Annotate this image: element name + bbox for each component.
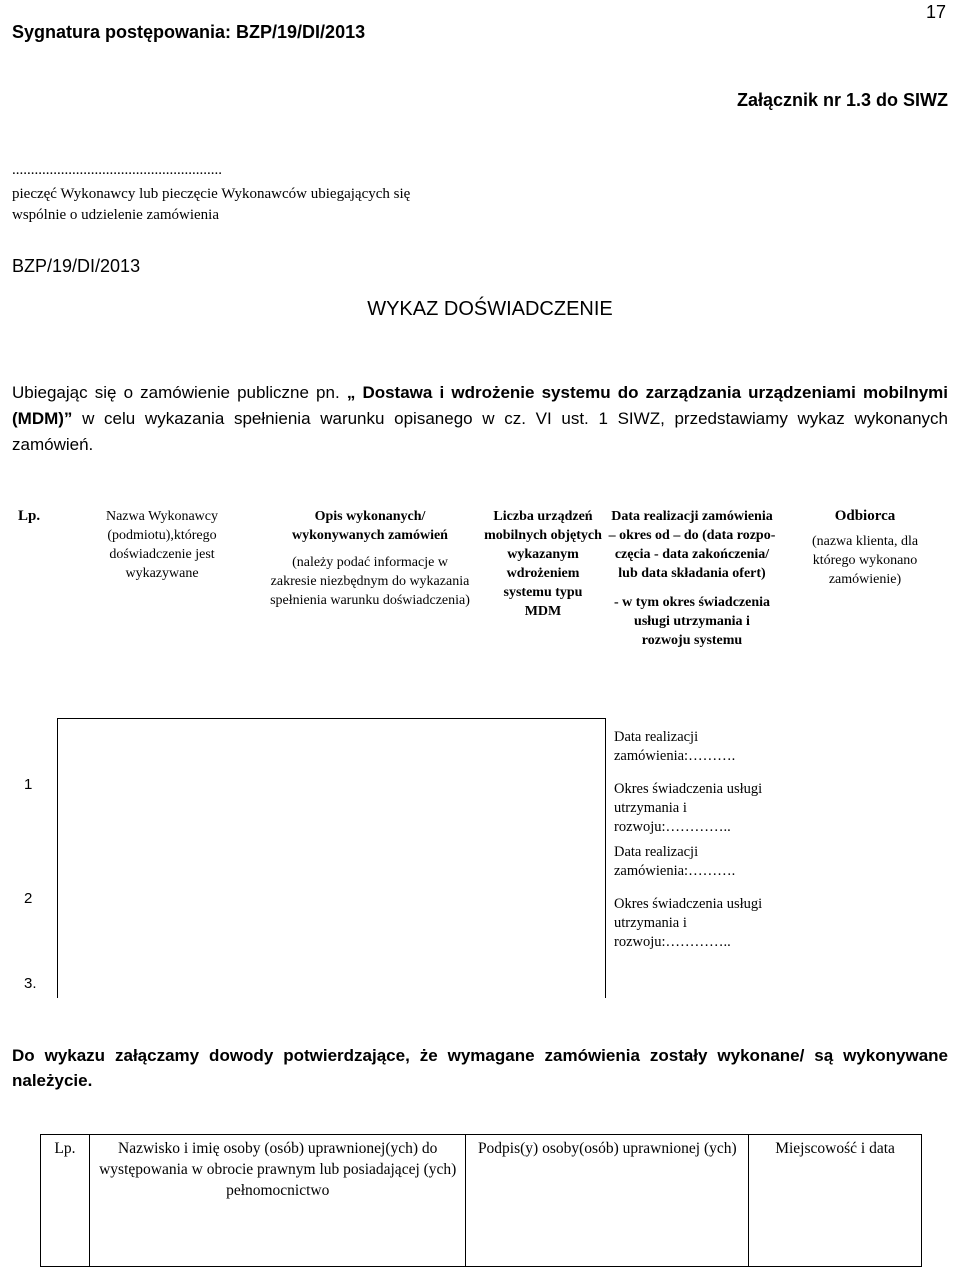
table1-header-date: [608, 507, 776, 650]
intro-paragraph: [12, 380, 948, 458]
date-note: - w tym okres świadczenia usługi utrzymania i rozwoju systemu: [613, 595, 771, 648]
device-count-title: Liczba urządzeń mobilnych objętych wykazanym wdrożeniem systemu typu MDM: [484, 509, 602, 619]
table1-header-contractor: Nazwa Wykonawcy (podmiotu),którego doświadczenie jest wykazywane: [105, 509, 219, 581]
signature-table-row: [41, 1135, 922, 1267]
signature-table: [40, 1134, 922, 1267]
stamp-caption: pieczęć Wykonawcy lub pieczęcie Wykonawców ubiegających się wspólnie o udzielenie zamówienia: [12, 186, 411, 223]
description-title: Opis wykonanych/ wykonywanych zamówień: [292, 509, 448, 543]
description-note: (należy podać informacje w zakresie niezbędnym do wykazania spełnienia warunku doświadczenia): [270, 555, 470, 608]
page-number: 17: [925, 2, 946, 22]
row-number: 3.: [24, 975, 37, 992]
document-title: WYKAZ DOŚWIADCZENIE: [367, 298, 613, 320]
row-number: 1: [24, 776, 33, 793]
stamp-dots: ........................................................: [12, 162, 222, 178]
row-date-cell: [614, 728, 779, 837]
table1-header-device-count: [484, 507, 602, 621]
signature-table-signature: Podpis(y) osoby(osób) uprawnionej (ych): [466, 1135, 749, 1267]
intro-project-name: „ Dostawa i wdrożenie systemu do zarządzania urządzeniami mobilnymi (MDM)”: [12, 383, 948, 428]
row-number: 2: [24, 890, 33, 907]
signature-table-name: Nazwisko i imię osoby (osób) uprawnionej(ych) do występowania w obrocie prawnym lub posiadającej (ych) pełnomocnictwo: [89, 1135, 466, 1267]
signature-table-place-date: Miejscowość i data: [749, 1135, 922, 1267]
grid-line: [57, 718, 606, 719]
table1-header-lp: Lp.: [18, 508, 41, 524]
reference-number: BZP/19/DI/2013: [12, 256, 141, 276]
row-date-cell: [614, 843, 779, 952]
closing-statement: Do wykazu załączamy dowody potwierdzające, że wymagane zamówienia zostały wykonane/ są wykonywane należycie.: [12, 1046, 948, 1090]
client-title: Odbiorca: [834, 508, 896, 524]
intro-text-start: Ubiegając się o zamówienie publiczne pn.: [12, 383, 347, 402]
row-date-label: Data realizacji zamówienia:……….: [614, 729, 736, 764]
row-date-label: Data realizacji zamówienia:……….: [614, 844, 736, 879]
table1-header-description: [270, 507, 470, 610]
table1-header-client: [790, 507, 940, 589]
case-signature: Sygnatura postępowania: BZP/19/DI/2013: [12, 22, 366, 42]
annex-label: Załącznik nr 1.3 do SIWZ: [736, 90, 948, 110]
client-note: (nazwa klienta, dla którego wykonano zamówienie): [811, 534, 919, 587]
row-period-label: Okres świadczenia usługi utrzymania i rozwoju:…………..: [614, 896, 763, 950]
grid-line: [57, 718, 58, 998]
row-period-label: Okres świadczenia usługi utrzymania i rozwoju:…………..: [614, 781, 763, 835]
signature-table-lp: Lp.: [41, 1135, 90, 1267]
date-title: Data realizacji zamówienia – okres od – do (data rozpo-częcia - data zakończenia/ lub data składania ofert): [608, 509, 776, 581]
intro-text-end: w celu wykazania spełnienia warunku opisanego w cz. VI ust. 1 SIWZ, przedstawiamy wykaz wykonanych zamówień.: [12, 409, 948, 454]
grid-line: [605, 718, 606, 998]
